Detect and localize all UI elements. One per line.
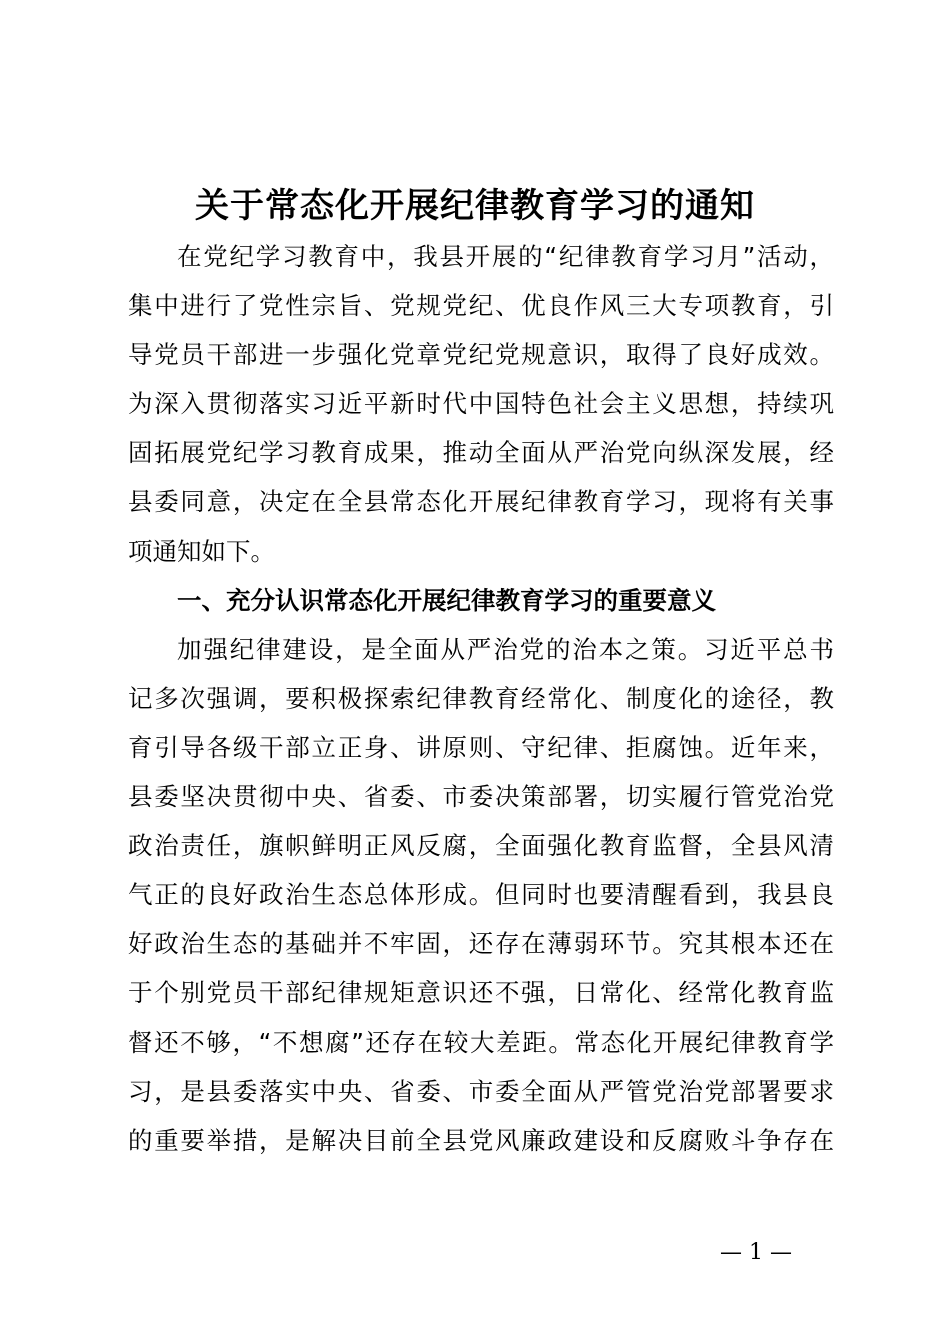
paragraph-line: 县委同意，决定在全县常态化开展纪律教育学习，现将有关事 [128, 487, 834, 517]
page-number: — 1 — [720, 1240, 792, 1265]
paragraph-line: 的重要举措，是解决目前全县党风廉政建设和反腐败斗争存在 [128, 1125, 834, 1155]
paragraph-line: 育引导各级干部立正身、讲原则、守纪律、拒腐蚀。近年来， [128, 732, 834, 762]
paragraph-line: 为深入贯彻落实习近平新时代中国特色社会主义思想，持续巩 [128, 389, 834, 419]
paragraph-line: 加强纪律建设，是全面从严治党的治本之策。习近平总书 [177, 634, 834, 664]
paragraph-line: 项通知如下。 [128, 536, 275, 566]
document-body [128, 232, 834, 1165]
paragraph-line: 习，是县委落实中央、省委、市委全面从严管党治党部署要求 [128, 1076, 834, 1106]
section-heading: 一、充分认识常态化开展纪律教育学习的重要意义 [177, 585, 716, 615]
paragraph-line: 固拓展党纪学习教育成果，推动全面从严治党向纵深发展，经 [128, 438, 834, 468]
paragraph-line: 好政治生态的基础并不牢固，还存在薄弱环节。究其根本还在 [128, 929, 834, 959]
paragraph-line: 政治责任，旗帜鲜明正风反腐，全面强化教育监督，全县风清 [128, 831, 834, 861]
paragraph-line: 督还不够，“不想腐”还存在较大差距。常态化开展纪律教育学 [128, 1027, 834, 1057]
paragraph-line: 气正的良好政治生态总体形成。但同时也要清醒看到，我县良 [128, 880, 834, 910]
paragraph-line: 在党纪学习教育中，我县开展的“纪律教育学习月”活动， [177, 242, 834, 271]
paragraph-line: 记多次强调，要积极探索纪律教育经常化、制度化的途径，教 [128, 683, 834, 713]
paragraph-line: 县委坚决贯彻中央、省委、市委决策部署，切实履行管党治党 [128, 782, 834, 812]
paragraph-line: 导党员干部进一步强化党章党纪党规意识，取得了良好成效。 [128, 340, 834, 370]
paragraph-line: 集中进行了党性宗旨、党规党纪、优良作风三大专项教育，引 [128, 291, 834, 321]
paragraph-line: 于个别党员干部纪律规矩意识还不强，日常化、经常化教育监 [128, 978, 834, 1008]
document-title: 关于常态化开展纪律教育学习的通知 [195, 186, 755, 226]
